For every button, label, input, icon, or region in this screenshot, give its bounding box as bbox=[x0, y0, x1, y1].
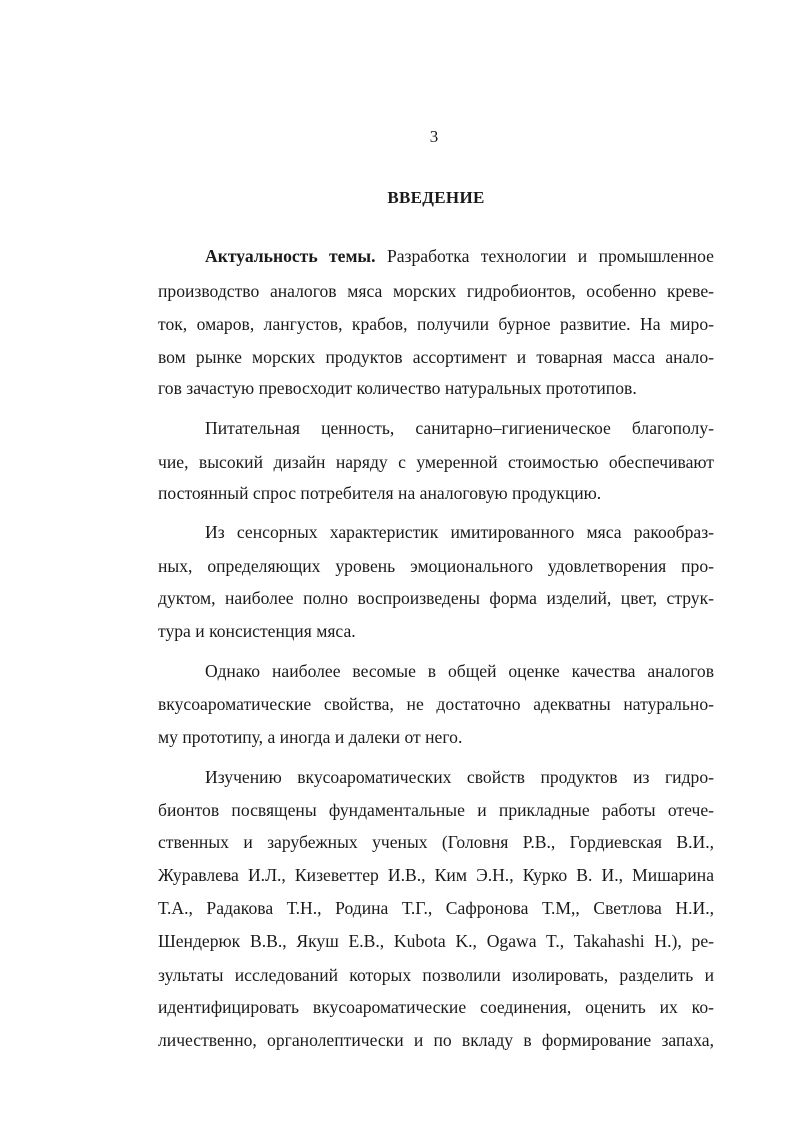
paragraph-2-line-2: чие, высокий дизайн наряду с умеренной стоимостью обеспечивают bbox=[158, 452, 714, 472]
paragraph-3-line-2: ных, определяющих уровень эмоционального удовлетворения про- bbox=[158, 556, 714, 576]
page-number: 3 bbox=[429, 127, 439, 146]
paragraph-1-line-4: вом рынке морских продуктов ассортимент и товарная масса анало- bbox=[158, 347, 714, 367]
paragraph-2-line-3: постоянный спрос потребителя на аналоговую продукцию. bbox=[158, 483, 602, 503]
paragraph-1-line-5: гов зачастую превосходит количество натуральных прототипов. bbox=[158, 378, 637, 398]
paragraph-1-line-3: ток, омаров, лангустов, крабов, получили бурное развитие. На миро- bbox=[158, 314, 714, 334]
paragraph-5-line-1: Изучению вкусоароматических свойств продуктов из гидро- bbox=[205, 767, 714, 787]
paragraph-1-line-1 bbox=[205, 245, 714, 267]
paragraph-3-line-3: дуктом, наиболее полно воспроизведены форма изделий, цвет, струк- bbox=[158, 588, 714, 608]
paragraph-5-line-8: идентифицировать вкусоароматические соединения, оценить их ко- bbox=[158, 997, 714, 1017]
paragraph-5-line-6: Шендерюк В.В., Якуш Е.В., Kubota K., Ogawa T., Takahashi H.), ре- bbox=[158, 931, 714, 951]
paragraph-3-line-1: Из сенсорных характеристик имитированного мяса ракообраз- bbox=[205, 522, 714, 542]
paragraph-5-line-2: бионтов посвящены фундаментальные и прикладные работы отече- bbox=[158, 800, 714, 820]
paragraph-5-line-5: Т.А., Радакова Т.Н., Родина Т.Г., Сафронова Т.М,, Светлова Н.И., bbox=[158, 898, 714, 918]
section-heading: ВВЕДЕНИЕ bbox=[387, 188, 485, 207]
paragraph-4-line-3: му прототипу, а иногда и далеки от него. bbox=[158, 727, 463, 747]
paragraph-2-line-1: Питательная ценность, санитарно–гигиеническое благополу- bbox=[205, 418, 714, 438]
paragraph-text: Разработка технологии и промышленное bbox=[375, 246, 714, 266]
paragraph-3-line-4: тура и консистенция мяса. bbox=[158, 621, 356, 641]
paragraph-4-line-2: вкусоароматические свойства, не достаточно адекватны натурально- bbox=[158, 694, 714, 714]
paragraph-4-line-1: Однако наиболее весомые в общей оценке качества аналогов bbox=[205, 661, 714, 681]
paragraph-lead: Актуальность темы. bbox=[205, 246, 376, 266]
paragraph-5-line-3: ственных и зарубежных ученых (Головня Р.В., Гордиевская В.И., bbox=[158, 832, 714, 852]
paragraph-1-line-2: производство аналогов мяса морских гидробионтов, особенно креве- bbox=[158, 281, 714, 301]
paragraph-5-line-4: Журавлева И.Л., Кизеветтер И.В., Ким Э.Н., Курко В. И., Мишарина bbox=[158, 865, 714, 885]
paragraph-5-line-7: зультаты исследований которых позволили изолировать, разделить и bbox=[158, 965, 714, 985]
paragraph-5-line-9: личественно, органолептически и по вкладу в формирование запаха, bbox=[158, 1030, 714, 1050]
